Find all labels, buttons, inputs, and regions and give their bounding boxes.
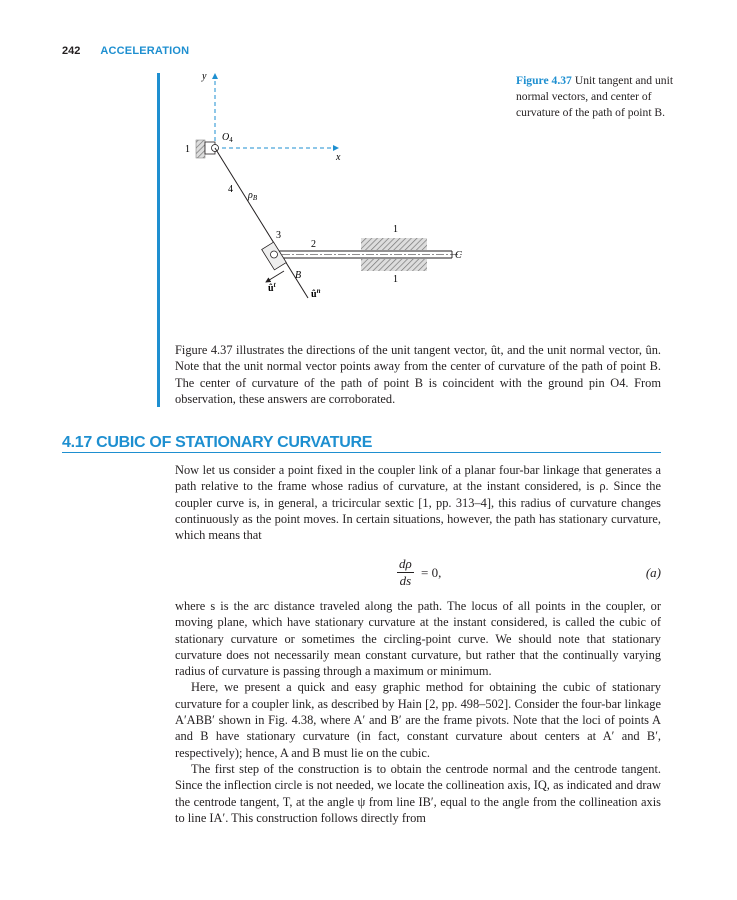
ground-top-label: 1 [393,224,398,235]
x-label: x [336,152,341,163]
ground-o4 [196,140,205,158]
o4-label: $O_4$ [222,132,233,144]
pin-b [271,251,278,258]
figure-caption [516,73,676,120]
figure-4-37-diagram [170,66,490,306]
equation-denominator: ds [399,573,412,588]
ground-top [361,238,427,250]
caption-label: Figure 4.37 [516,74,572,87]
paragraph-3: Here, we present a quick and easy graphic method for obtaining the cubic of stationary curvature for a coupler link, as described by Hain [2, pp. 498–502]. Consider the four-bar linkage A′ABB′ shown in Fig. 4.38, where A′ and B′ are the frame pivots. Note that the loci of points A and B have stationary curvature (in fact, constant curvature about centers at A′ and B′, respectively); hence, A and B must lie on the cubic. [175,680,661,760]
section-body-2 [175,598,661,826]
y-label: y [202,71,207,82]
section-number: 4.17 [62,434,92,451]
un-label: $û^n$ [311,287,321,300]
link4-label: 4 [228,184,233,195]
b-label: B [295,270,302,281]
equation-rhs: = 0, [421,565,442,580]
section-title: CUBIC OF STATIONARY CURVATURE [96,434,373,451]
equation-numerator: dρ [399,556,412,571]
page-number: 242 [62,45,81,57]
paragraph-2: where s is the arc distance traveled along the path. The locus of all points in the coupler, or moving plane, which have stationary curvature at the instant considered, is called the cubic of stationary curvature or sometimes the circling-point curve. We should note that stationary curvature does not necessarily mean constant curvature, but rather that the continually varying radius of curvature is passing through a maximum or minimum. [175,599,661,679]
caption-text: Unit tangent and unit normal vectors, and center of curvature of the path of point B. [516,74,674,119]
equation-a [175,556,661,592]
figure-discussion-paragraph: Figure 4.37 illustrates the directions of the unit tangent vector, ût, and the unit normal vector, ûn. Note that the unit normal vector points away from the center of curvature of the path of point B. The center of curvature of the path of point B is coincident with the ground pin O4. From observation, these answers are corroborated. [175,343,661,406]
paragraph-1: Now let us consider a point fixed in the coupler link of a planar four-bar linkage that generates a path relative to the frame whose radius of curvature, at the instant considered, is ρ. Since the coupler curve is, in general, a tricircular sextic [1, pp. 313–4], this radius of curvature changes continuously as the point moves. In certain situations, however, the path has stationary curvature, which means that [175,463,661,543]
ground-bottom [361,259,427,271]
section-body-1 [175,462,661,543]
equation-fraction [397,556,414,589]
c-label: C [455,250,462,261]
figure-margin-bar [157,73,160,407]
paragraph-4: The first step of the construction is to obtain the centrode normal and the centrode tangent. Since the inflection circle is not needed, we locate the collineation axis, IQ, as indicated and draw the centrode tangent, T, at the angle ψ from line IB′, equal to the angle from the collineation axis to line IA′. This construction follows directly from [175,761,661,825]
running-title: ACCELERATION [100,45,190,57]
equation-tag: (a) [645,565,661,580]
ground-label-1: 1 [185,144,190,155]
rho-label: $\rho_B$ [248,190,258,202]
slider3-label: 3 [276,230,281,241]
ut-label: $û^t$ [268,281,276,294]
ground-bottom-label: 1 [393,274,398,285]
section-heading [62,434,661,453]
link2-label: 2 [311,239,316,250]
running-header [62,45,189,57]
